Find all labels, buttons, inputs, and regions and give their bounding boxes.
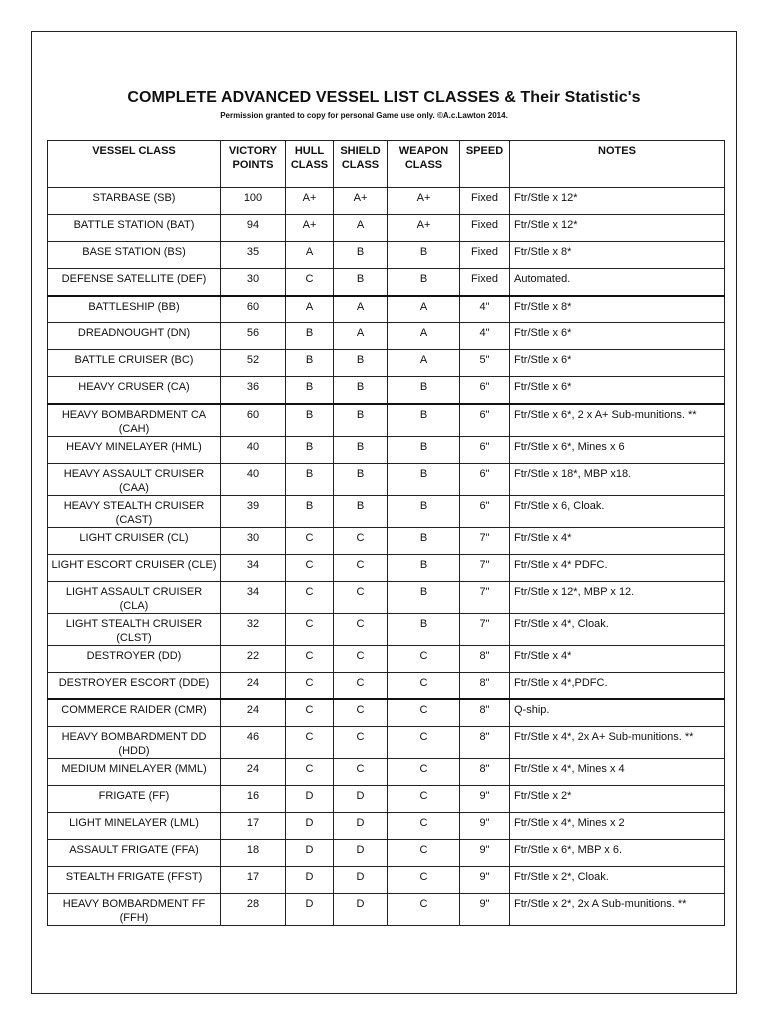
speed-cell: 6" xyxy=(460,436,510,463)
header-row xyxy=(48,141,725,188)
table-row xyxy=(48,350,725,377)
hull-class-cell: C xyxy=(286,645,334,672)
vessel-class-cell: DREADNOUGHT (DN) xyxy=(48,323,221,350)
speed-cell: Fixed xyxy=(460,269,510,296)
hull-class-cell: C xyxy=(286,672,334,699)
table-row xyxy=(48,527,725,554)
header-victory-points: VICTORY POINTS xyxy=(221,141,286,188)
notes-cell: Ftr/Stle x 2*, Cloak. xyxy=(510,866,725,893)
hull-class-cell: A xyxy=(286,296,334,323)
speed-cell: 7" xyxy=(460,527,510,554)
victory-points-cell: 100 xyxy=(221,188,286,215)
table-row xyxy=(48,839,725,866)
weapon-class-cell: A+ xyxy=(388,215,460,242)
notes-cell: Automated. xyxy=(510,269,725,296)
header-vessel-class: VESSEL CLASS xyxy=(48,141,221,188)
vessel-class-cell: HEAVY BOMBARDMENT DD (HDD) xyxy=(48,726,221,758)
vessel-class-cell: LIGHT ESCORT CRUISER (CLE) xyxy=(48,554,221,581)
weapon-class-cell: B xyxy=(388,554,460,581)
notes-cell: Ftr/Stle x 2*, 2x A Sub-munitions. ** xyxy=(510,893,725,925)
notes-cell: Ftr/Stle x 4* xyxy=(510,527,725,554)
hull-class-cell: C xyxy=(286,613,334,645)
table-row xyxy=(48,404,725,437)
vessel-class-cell: HEAVY STEALTH CRUISER (CAST) xyxy=(48,495,221,527)
weapon-class-cell: C xyxy=(388,812,460,839)
shield-class-cell: B xyxy=(334,269,388,296)
notes-cell: Ftr/Stle x 6*, Mines x 6 xyxy=(510,436,725,463)
vessel-class-cell: HEAVY MINELAYER (HML) xyxy=(48,436,221,463)
weapon-class-cell: A xyxy=(388,350,460,377)
notes-cell: Ftr/Stle x 12* xyxy=(510,188,725,215)
vessel-class-cell: STARBASE (SB) xyxy=(48,188,221,215)
victory-points-cell: 24 xyxy=(221,758,286,785)
table-row xyxy=(48,726,725,758)
speed-cell: 8" xyxy=(460,726,510,758)
header-notes: NOTES xyxy=(510,141,725,188)
shield-class-cell: B xyxy=(334,404,388,437)
hull-class-cell: D xyxy=(286,839,334,866)
shield-class-cell: A+ xyxy=(334,188,388,215)
vessel-class-cell: LIGHT MINELAYER (LML) xyxy=(48,812,221,839)
speed-cell: Fixed xyxy=(460,215,510,242)
permission-notice: Permission granted to copy for personal Game use only. ©A.c.Lawton 2014. xyxy=(220,111,508,120)
weapon-class-cell: B xyxy=(388,404,460,437)
vessel-class-cell: ASSAULT FRIGATE (FFA) xyxy=(48,839,221,866)
shield-class-cell: C xyxy=(334,554,388,581)
hull-class-cell: C xyxy=(286,554,334,581)
header-shield-class: SHIELD CLASS xyxy=(334,141,388,188)
hull-class-cell: A xyxy=(286,242,334,269)
weapon-class-cell: C xyxy=(388,645,460,672)
vessel-class-cell: HEAVY CRUSER (CA) xyxy=(48,377,221,404)
table-row xyxy=(48,812,725,839)
weapon-class-cell: C xyxy=(388,699,460,726)
hull-class-cell: D xyxy=(286,812,334,839)
speed-cell: 4" xyxy=(460,323,510,350)
victory-points-cell: 28 xyxy=(221,893,286,925)
notes-cell: Ftr/Stle x 4* xyxy=(510,645,725,672)
vessel-class-cell: DESTROYER ESCORT (DDE) xyxy=(48,672,221,699)
victory-points-cell: 30 xyxy=(221,527,286,554)
table-row xyxy=(48,495,725,527)
victory-points-cell: 36 xyxy=(221,377,286,404)
hull-class-cell: C xyxy=(286,758,334,785)
shield-class-cell: B xyxy=(334,350,388,377)
vessel-class-cell: HEAVY BOMBARDMENT CA (CAH) xyxy=(48,404,221,437)
weapon-class-cell: B xyxy=(388,613,460,645)
shield-class-cell: C xyxy=(334,581,388,613)
hull-class-cell: D xyxy=(286,866,334,893)
victory-points-cell: 30 xyxy=(221,269,286,296)
notes-cell: Ftr/Stle x 6, Cloak. xyxy=(510,495,725,527)
hull-class-cell: A+ xyxy=(286,215,334,242)
hull-class-cell: C xyxy=(286,699,334,726)
notes-cell: Q-ship. xyxy=(510,699,725,726)
table-body xyxy=(48,188,725,926)
vessel-class-cell: LIGHT CRUISER (CL) xyxy=(48,527,221,554)
speed-cell: 6" xyxy=(460,377,510,404)
victory-points-cell: 32 xyxy=(221,613,286,645)
victory-points-cell: 34 xyxy=(221,581,286,613)
table-row xyxy=(48,377,725,404)
hull-class-cell: B xyxy=(286,436,334,463)
table-row xyxy=(48,463,725,495)
hull-class-cell: B xyxy=(286,377,334,404)
speed-cell: 7" xyxy=(460,613,510,645)
weapon-class-cell: C xyxy=(388,672,460,699)
notes-cell: Ftr/Stle x 4*, Mines x 4 xyxy=(510,758,725,785)
weapon-class-cell: C xyxy=(388,726,460,758)
table-row xyxy=(48,188,725,215)
hull-class-cell: D xyxy=(286,893,334,925)
vessel-table xyxy=(47,140,725,926)
notes-cell: Ftr/Stle x 6*, MBP x 6. xyxy=(510,839,725,866)
vessel-class-cell: BASE STATION (BS) xyxy=(48,242,221,269)
table-row xyxy=(48,581,725,613)
weapon-class-cell: A xyxy=(388,323,460,350)
victory-points-cell: 18 xyxy=(221,839,286,866)
shield-class-cell: D xyxy=(334,893,388,925)
shield-class-cell: A xyxy=(334,323,388,350)
victory-points-cell: 22 xyxy=(221,645,286,672)
victory-points-cell: 60 xyxy=(221,404,286,437)
notes-cell: Ftr/Stle x 8* xyxy=(510,242,725,269)
notes-cell: Ftr/Stle x 4*, Mines x 2 xyxy=(510,812,725,839)
table-row xyxy=(48,323,725,350)
shield-class-cell: B xyxy=(334,242,388,269)
notes-cell: Ftr/Stle x 6* xyxy=(510,350,725,377)
table-row xyxy=(48,436,725,463)
weapon-class-cell: B xyxy=(388,527,460,554)
shield-class-cell: C xyxy=(334,613,388,645)
table-row xyxy=(48,269,725,296)
shield-class-cell: C xyxy=(334,527,388,554)
hull-class-cell: B xyxy=(286,350,334,377)
notes-cell: Ftr/Stle x 4*, 2x A+ Sub-munitions. ** xyxy=(510,726,725,758)
vessel-class-cell: COMMERCE RAIDER (CMR) xyxy=(48,699,221,726)
speed-cell: 4" xyxy=(460,296,510,323)
speed-cell: 9" xyxy=(460,839,510,866)
victory-points-cell: 17 xyxy=(221,866,286,893)
speed-cell: 9" xyxy=(460,812,510,839)
victory-points-cell: 34 xyxy=(221,554,286,581)
victory-points-cell: 60 xyxy=(221,296,286,323)
notes-cell: Ftr/Stle x 2* xyxy=(510,785,725,812)
table-row xyxy=(48,866,725,893)
vessel-class-cell: LIGHT STEALTH CRUISER (CLST) xyxy=(48,613,221,645)
victory-points-cell: 46 xyxy=(221,726,286,758)
shield-class-cell: C xyxy=(334,672,388,699)
table-row xyxy=(48,554,725,581)
speed-cell: 6" xyxy=(460,404,510,437)
vessel-class-cell: DEFENSE SATELLITE (DEF) xyxy=(48,269,221,296)
weapon-class-cell: C xyxy=(388,758,460,785)
header-hull-class: HULL CLASS xyxy=(286,141,334,188)
document-title: COMPLETE ADVANCED VESSEL LIST CLASSES & Their Statistic's xyxy=(127,89,641,106)
victory-points-cell: 24 xyxy=(221,699,286,726)
table-row xyxy=(48,645,725,672)
vessel-class-cell: BATTLESHIP (BB) xyxy=(48,296,221,323)
shield-class-cell: D xyxy=(334,785,388,812)
shield-class-cell: D xyxy=(334,839,388,866)
hull-class-cell: A+ xyxy=(286,188,334,215)
weapon-class-cell: C xyxy=(388,866,460,893)
vessel-class-cell: LIGHT ASSAULT CRUISER (CLA) xyxy=(48,581,221,613)
hull-class-cell: B xyxy=(286,404,334,437)
shield-class-cell: A xyxy=(334,215,388,242)
shield-class-cell: B xyxy=(334,495,388,527)
weapon-class-cell: B xyxy=(388,495,460,527)
table-row xyxy=(48,893,725,925)
victory-points-cell: 35 xyxy=(221,242,286,269)
notes-cell: Ftr/Stle x 6* xyxy=(510,323,725,350)
weapon-class-cell: B xyxy=(388,581,460,613)
header-weapon-class: WEAPON CLASS xyxy=(388,141,460,188)
speed-cell: 6" xyxy=(460,495,510,527)
notes-cell: Ftr/Stle x 8* xyxy=(510,296,725,323)
hull-class-cell: D xyxy=(286,785,334,812)
table-row xyxy=(48,758,725,785)
vessel-class-cell: MEDIUM MINELAYER (MML) xyxy=(48,758,221,785)
table-row xyxy=(48,215,725,242)
weapon-class-cell: A+ xyxy=(388,188,460,215)
speed-cell: 5" xyxy=(460,350,510,377)
victory-points-cell: 39 xyxy=(221,495,286,527)
victory-points-cell: 52 xyxy=(221,350,286,377)
hull-class-cell: C xyxy=(286,581,334,613)
shield-class-cell: A xyxy=(334,296,388,323)
hull-class-cell: B xyxy=(286,323,334,350)
weapon-class-cell: B xyxy=(388,242,460,269)
notes-cell: Ftr/Stle x 18*, MBP x18. xyxy=(510,463,725,495)
notes-cell: Ftr/Stle x 12* xyxy=(510,215,725,242)
vessel-class-cell: HEAVY BOMBARDMENT FF (FFH) xyxy=(48,893,221,925)
table-row xyxy=(48,785,725,812)
table-row xyxy=(48,242,725,269)
shield-class-cell: D xyxy=(334,812,388,839)
speed-cell: 8" xyxy=(460,699,510,726)
notes-cell: Ftr/Stle x 6* xyxy=(510,377,725,404)
speed-cell: 7" xyxy=(460,554,510,581)
shield-class-cell: B xyxy=(334,436,388,463)
speed-cell: 9" xyxy=(460,866,510,893)
weapon-class-cell: B xyxy=(388,269,460,296)
hull-class-cell: C xyxy=(286,726,334,758)
speed-cell: 9" xyxy=(460,785,510,812)
weapon-class-cell: C xyxy=(388,785,460,812)
shield-class-cell: D xyxy=(334,866,388,893)
vessel-class-cell: DESTROYER (DD) xyxy=(48,645,221,672)
table-row xyxy=(48,296,725,323)
vessel-class-cell: STEALTH FRIGATE (FFST) xyxy=(48,866,221,893)
notes-cell: Ftr/Stle x 4*, Cloak. xyxy=(510,613,725,645)
hull-class-cell: C xyxy=(286,527,334,554)
weapon-class-cell: A xyxy=(388,296,460,323)
speed-cell: 8" xyxy=(460,758,510,785)
shield-class-cell: C xyxy=(334,699,388,726)
speed-cell: 7" xyxy=(460,581,510,613)
speed-cell: 8" xyxy=(460,672,510,699)
shield-class-cell: C xyxy=(334,726,388,758)
shield-class-cell: C xyxy=(334,758,388,785)
weapon-class-cell: C xyxy=(388,839,460,866)
speed-cell: Fixed xyxy=(460,242,510,269)
hull-class-cell: B xyxy=(286,495,334,527)
weapon-class-cell: B xyxy=(388,377,460,404)
notes-cell: Ftr/Stle x 12*, MBP x 12. xyxy=(510,581,725,613)
weapon-class-cell: B xyxy=(388,436,460,463)
victory-points-cell: 94 xyxy=(221,215,286,242)
notes-cell: Ftr/Stle x 4*,PDFC. xyxy=(510,672,725,699)
victory-points-cell: 16 xyxy=(221,785,286,812)
notes-cell: Ftr/Stle x 6*, 2 x A+ Sub-munitions. ** xyxy=(510,404,725,437)
shield-class-cell: C xyxy=(334,645,388,672)
speed-cell: 6" xyxy=(460,463,510,495)
table-row xyxy=(48,699,725,726)
speed-cell: 8" xyxy=(460,645,510,672)
vessel-class-cell: BATTLE STATION (BAT) xyxy=(48,215,221,242)
victory-points-cell: 17 xyxy=(221,812,286,839)
vessel-class-cell: FRIGATE (FF) xyxy=(48,785,221,812)
weapon-class-cell: B xyxy=(388,463,460,495)
victory-points-cell: 56 xyxy=(221,323,286,350)
table-header xyxy=(48,141,725,188)
hull-class-cell: B xyxy=(286,463,334,495)
header-speed: SPEED xyxy=(460,141,510,188)
vessel-class-cell: HEAVY ASSAULT CRUISER (CAA) xyxy=(48,463,221,495)
victory-points-cell: 40 xyxy=(221,436,286,463)
vessel-class-cell: BATTLE CRUISER (BC) xyxy=(48,350,221,377)
notes-cell: Ftr/Stle x 4* PDFC. xyxy=(510,554,725,581)
shield-class-cell: B xyxy=(334,463,388,495)
table-row xyxy=(48,672,725,699)
speed-cell: 9" xyxy=(460,893,510,925)
table-row xyxy=(48,613,725,645)
victory-points-cell: 40 xyxy=(221,463,286,495)
victory-points-cell: 24 xyxy=(221,672,286,699)
speed-cell: Fixed xyxy=(460,188,510,215)
hull-class-cell: C xyxy=(286,269,334,296)
shield-class-cell: B xyxy=(334,377,388,404)
weapon-class-cell: C xyxy=(388,893,460,925)
